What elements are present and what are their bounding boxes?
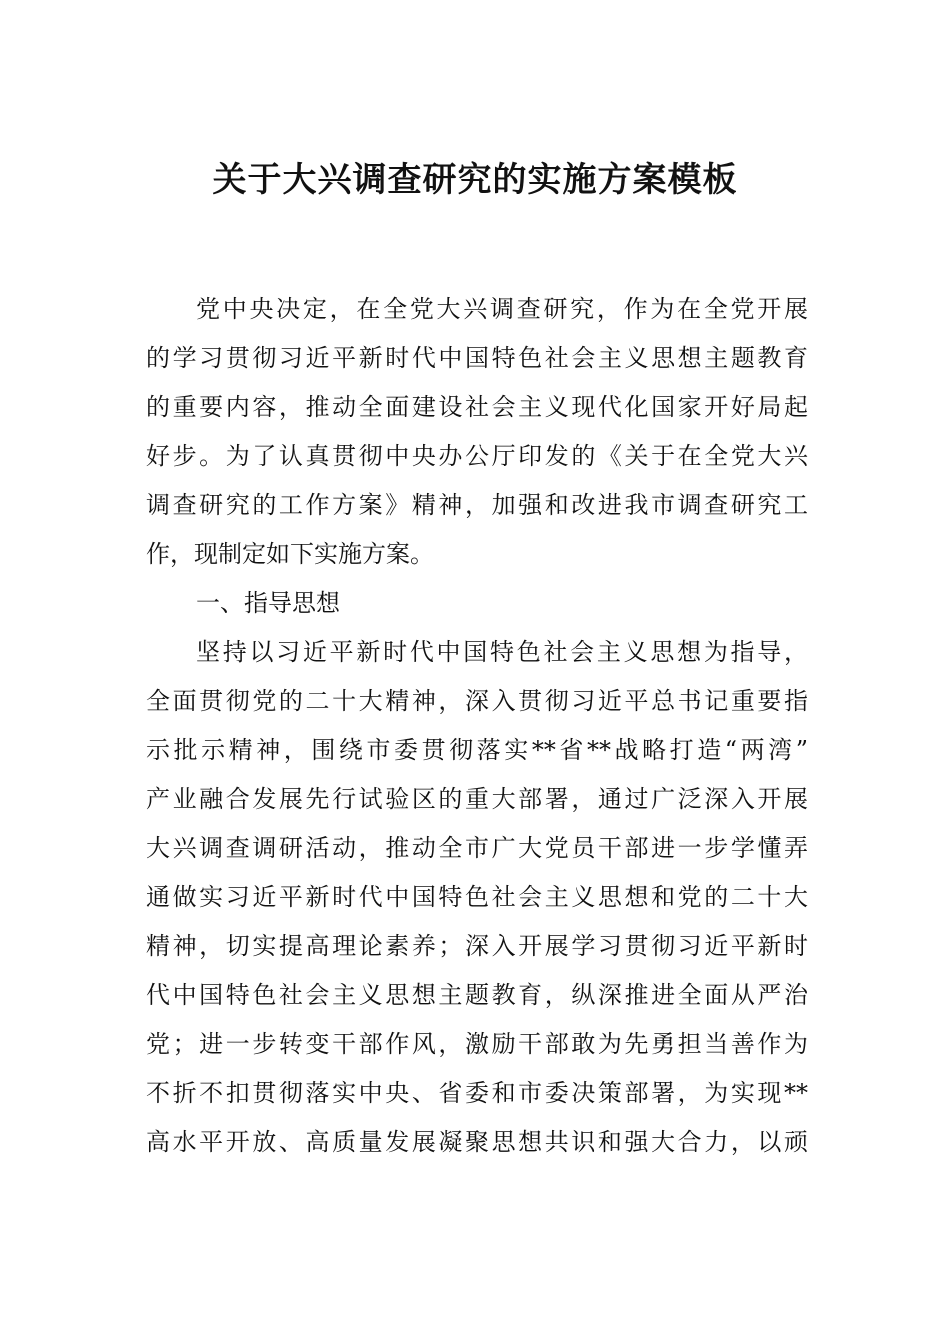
body-text-line: 通做实习近平新时代中国特色社会主义思想和党的二十大 [146, 883, 808, 911]
body-text-line: 坚持以习近平新时代中国特色社会主义思想为指导， [196, 638, 808, 666]
body-text-line: 产业融合发展先行试验区的重大部署，通过广泛深入开展 [146, 785, 808, 813]
body-text-line: 作，现制定如下实施方案。 [146, 540, 434, 568]
body-text-line: 高水平开放、高质量发展凝聚思想共识和强大合力，以顽 [146, 1128, 808, 1156]
body-text-line: 的学习贯彻习近平新时代中国特色社会主义思想主题教育 [146, 344, 808, 372]
body-text-line: 不折不扣贯彻落实中央、省委和市委决策部署，为实现** [146, 1079, 808, 1107]
body-text-line: 一、指导思想 [196, 589, 340, 617]
document-body [146, 285, 808, 1167]
body-text-line: 好步。为了认真贯彻中央办公厅印发的《关于在全党大兴 [146, 442, 808, 470]
body-text-line: 的重要内容，推动全面建设社会主义现代化国家开好局起 [146, 393, 808, 421]
body-text-line: 党中央决定，在全党大兴调查研究，作为在全党开展 [196, 295, 808, 323]
body-text-line: 大兴调查调研活动，推动全市广大党员干部进一步学懂弄 [146, 834, 808, 862]
document-title: 关于大兴调查研究的实施方案模板 [212, 160, 738, 200]
body-text-line: 精神，切实提高理论素养；深入开展学习贯彻习近平新时 [146, 932, 808, 960]
body-text-line: 全面贯彻党的二十大精神，深入贯彻习近平总书记重要指 [146, 687, 808, 715]
body-text-line: 调查研究的工作方案》精神，加强和改进我市调查研究工 [146, 491, 808, 519]
body-text-line: 党；进一步转变干部作风，激励干部敢为先勇担当善作为 [146, 1030, 808, 1058]
body-text-line: 代中国特色社会主义思想主题教育，纵深推进全面从严治 [146, 981, 808, 1009]
body-text-line: 示批示精神，围绕市委贯彻落实**省**战略打造“两湾” [146, 736, 808, 764]
